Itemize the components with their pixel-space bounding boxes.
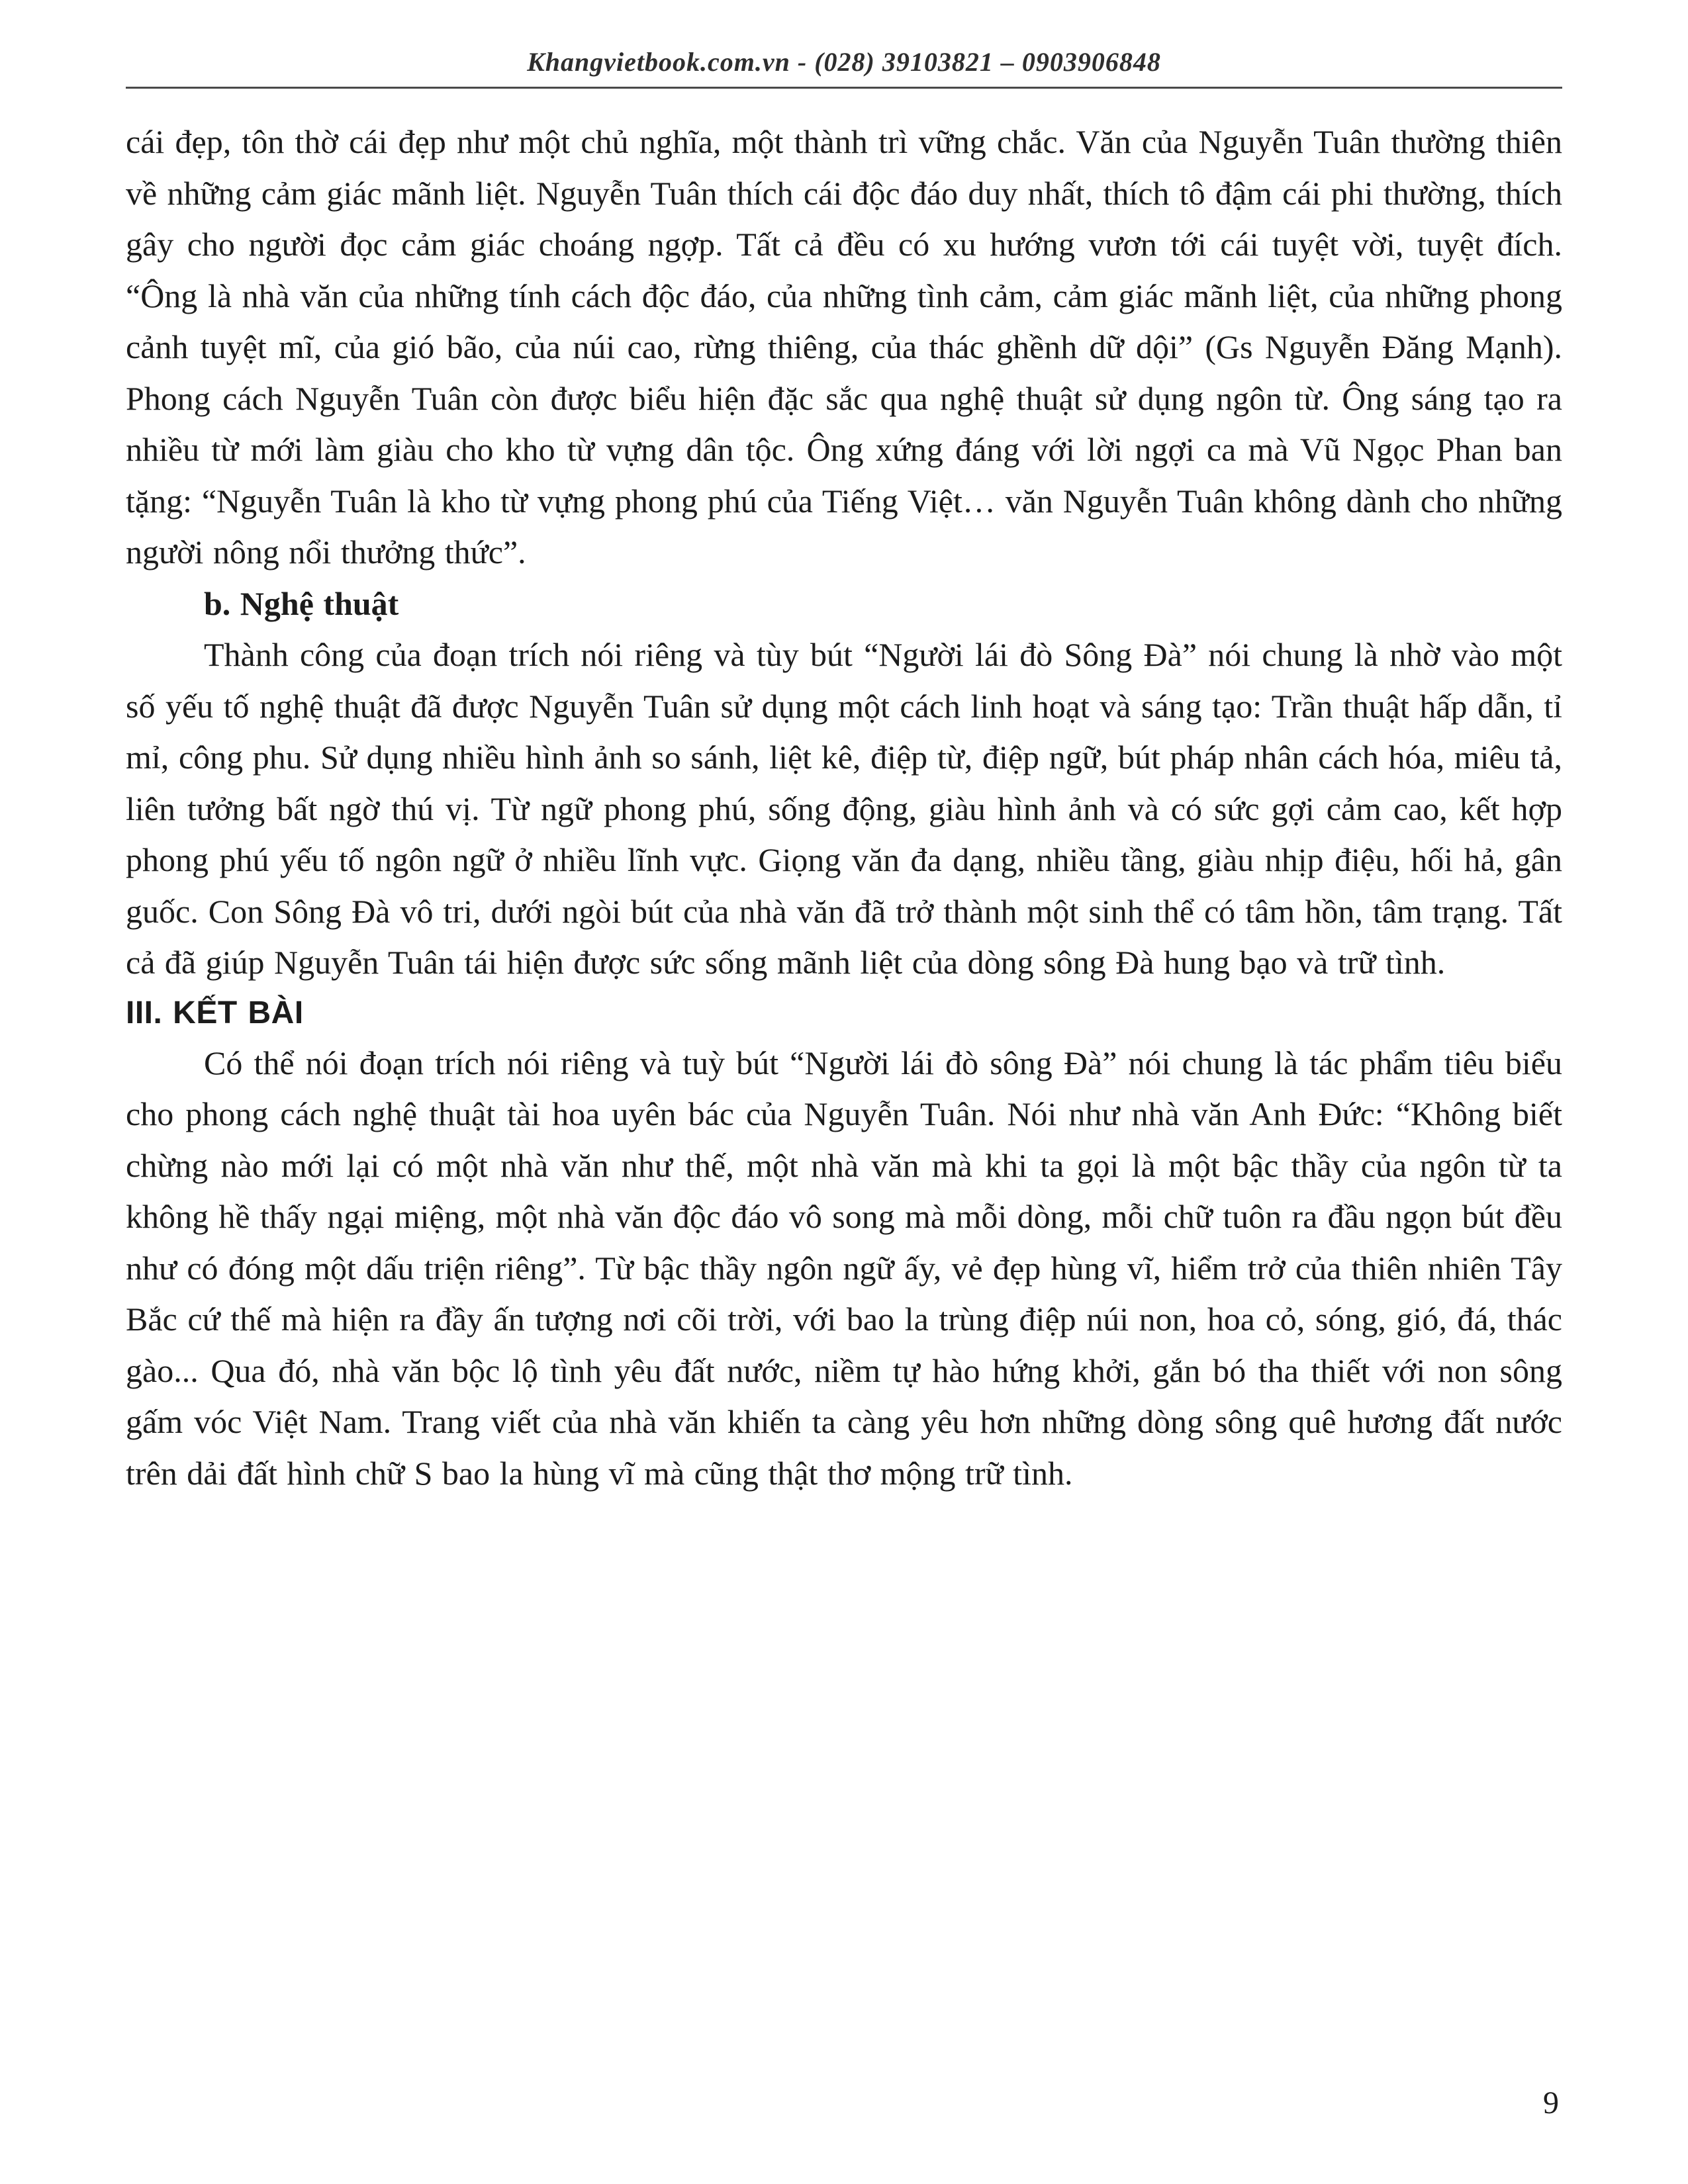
page-body [126, 116, 1562, 1499]
paragraph-art-features: Thành công của đoạn trích nói riêng và tùy bút “Người lái đò Sông Đà” nói chung là nhờ vào một số yếu tố nghệ thuật đã được Nguyễn Tuân sử dụng một cách linh hoạt và sáng tạo: Trần thuật hấp dẫn, tỉ mỉ, công phu. Sử dụng nhiều hình ảnh so sánh, liệt kê, điệp từ, điệp ngữ, bút pháp nhân cách hóa, miêu tả, liên tưởng bất ngờ thú vị. Từ ngữ phong phú, sống động, giàu hình ảnh và có sức gợi cảm cao, kết hợp phong phú yếu tố ngôn ngữ ở nhiều lĩnh vực. Giọng văn đa dạng, nhiều tầng, giàu nhịp điệu, hối hả, gân guốc. Con Sông Đà vô tri, dưới ngòi bút của nhà văn đã trở thành một sinh thể có tâm hồn, tâm trạng. Tất cả đã giúp Nguyễn Tuân tái hiện được sức sống mãnh liệt của dòng sông Đà hung bạo và trữ tình. [126, 636, 1562, 981]
page-number: 9 [1543, 2085, 1559, 2120]
page-header [126, 46, 1562, 89]
heading-nghe-thuat: b. Nghệ thuật [204, 584, 399, 622]
paragraph-conclusion: Có thể nói đoạn trích nói riêng và tuỳ bút “Người lái đò sông Đà” nói chung là tác phẩm tiêu biểu cho phong cách nghệ thuật tài hoa uyên bác của Nguyễn Tuân. Nói như nhà văn Anh Đức: “Không biết chừng nào mới lại có một nhà văn như thế, một nhà văn mà khi ta gọi là một bậc thầy của ngôn từ ta không hề thấy ngại miệng, một nhà văn độc đáo vô song mà mỗi dòng, mỗi chữ tuôn ra đầu ngọn bút đều như có đóng một dấu triện riêng”. Từ bậc thầy ngôn ngữ ấy, vẻ đẹp hùng vĩ, hiểm trở của thiên nhiên Tây Bắc cứ thế mà hiện ra đầy ấn tượng nơi cõi trời, với bao la trùng điệp núi non, hoa cỏ, sóng, gió, đá, thác gào... Qua đó, nhà văn bộc lộ tình yêu đất nước, niềm tự hào hứng khởi, gắn bó tha thiết với non sông gấm vóc Việt Nam. Trang viết của nhà văn khiến ta càng yêu hơn những dòng sông quê hương đất nước trên dải đất hình chữ S bao la hùng vĩ mà cũng thật thơ mộng trữ tình. [126, 1044, 1562, 1492]
header-text: Khangvietbook.com.vn - (028) 39103821 – 0903906848 [527, 47, 1161, 77]
heading-ket-bai: III. KẾT BÀI [126, 995, 304, 1030]
paragraph-style-analysis: cái đẹp, tôn thờ cái đẹp như một chủ nghĩa, một thành trì vững chắc. Văn của Nguyễn Tuân thường thiên về những cảm giác mãnh liệt. Nguyễn Tuân thích cái độc đáo duy nhất, thích tô đậm cái phi thường, thích gây cho người đọc cảm giác choáng ngợp. Tất cả đều có xu hướng vươn tới cái tuyệt vời, tuyệt đích. “Ông là nhà văn của những tính cách độc đáo, của những tình cảm, cảm giác mãnh liệt, của những phong cảnh tuyệt mĩ, của gió bão, của núi cao, rừng thiêng, của thác ghềnh dữ dội” (Gs Nguyễn Đăng Mạnh). Phong cách Nguyễn Tuân còn được biểu hiện đặc sắc qua nghệ thuật sử dụng ngôn từ. Ông sáng tạo ra nhiều từ mới làm giàu cho kho từ vựng dân tộc. Ông xứng đáng với lời ngợi ca mà Vũ Ngọc Phan ban tặng: “Nguyễn Tuân là kho từ vựng phong phú của Tiếng Việt… văn Nguyễn Tuân không dành cho những người nông nổi thưởng thức”. [126, 123, 1562, 570]
